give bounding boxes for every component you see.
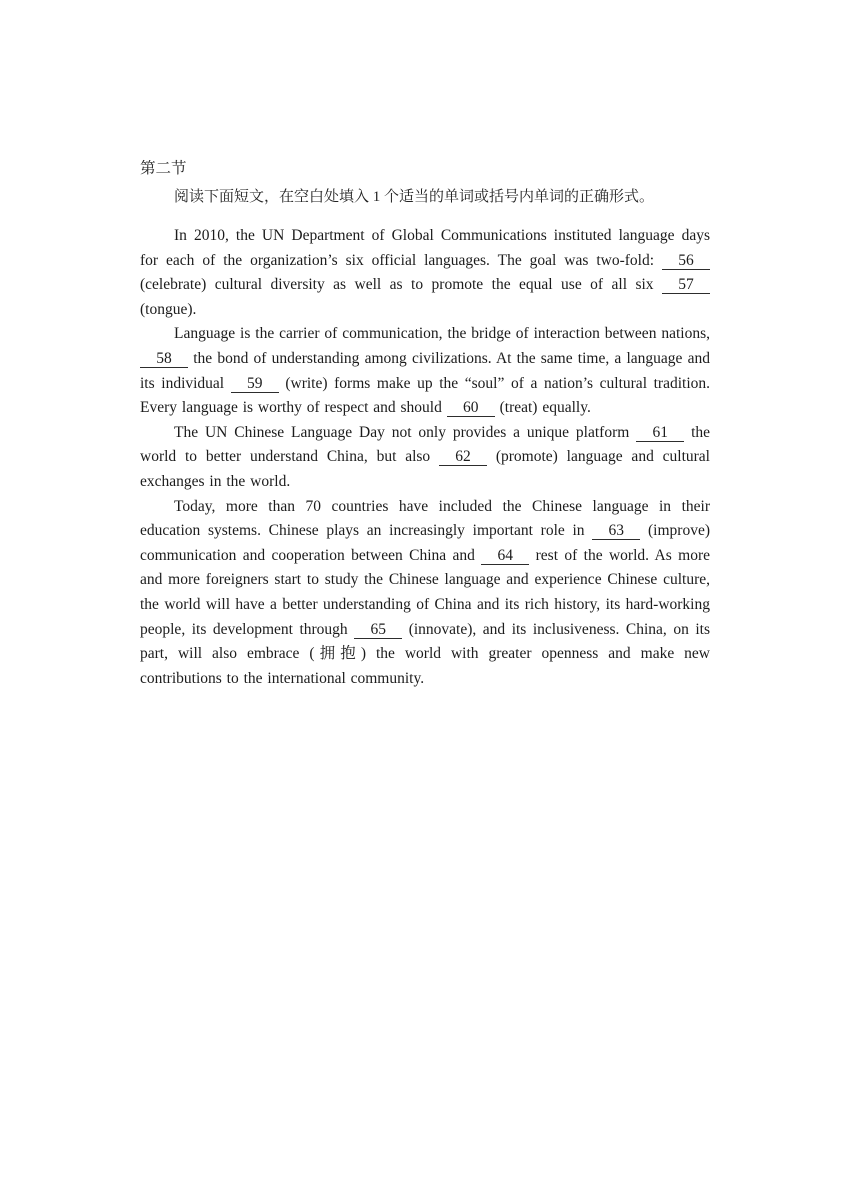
instructions-text: 阅读下面短文，在空白处填入 1 个适当的单词或括号内单词的正确形式。 bbox=[174, 189, 655, 205]
paragraph: The UN Chinese Language Day not only provides a unique platform 61 the world to better understand China, but also 62 (promote) language and cultural exchanges in the world. bbox=[140, 423, 711, 490]
section-label: 第二节 bbox=[140, 160, 187, 177]
blank-59: 59 bbox=[231, 375, 279, 393]
paragraph: In 2010, the UN Department of Global Communications instituted language days for each of the organization’s six official languages. The goal was two-fold: 56 (celebrate) cultural diversity as well as to promote the equal use of all six 57 (tongue). bbox=[140, 227, 710, 318]
passage bbox=[140, 224, 710, 691]
blank-61: 61 bbox=[636, 424, 684, 442]
blank-63: 63 bbox=[592, 522, 640, 540]
blank-58: 58 bbox=[140, 350, 188, 368]
blank-62: 62 bbox=[439, 448, 487, 466]
paragraph: Today, more than 70 countries have included the Chinese language in their education systems. Chinese plays an increasingly important role in 63 (improve) communication and cooperation between China and 64 rest of the world. As more and more foreigners start to study the Chinese language and experience Chinese culture, the world will have a better understanding of China and its rich history, its hard-working people, its development through 65 (innovate), and its inclusiveness. China, on its part, will also embrace (拥抱) the world with greater openness and make new contributions to the international community. bbox=[140, 497, 710, 687]
blank-65: 65 bbox=[354, 621, 402, 639]
exam-section bbox=[140, 156, 710, 691]
blank-56: 56 bbox=[662, 252, 710, 270]
blank-60: 60 bbox=[447, 399, 495, 417]
paragraph: Language is the carrier of communication, the bridge of interaction between nations, 58 the bond of understanding among civilizations. At the same time, a language and its individual 59 (write) forms make up the “soul” of a nation’s cultural tradition. Every language is worthy of respect and should 60 (treat) equally. bbox=[140, 325, 710, 417]
blank-64: 64 bbox=[481, 547, 529, 565]
blank-57: 57 bbox=[662, 276, 710, 294]
